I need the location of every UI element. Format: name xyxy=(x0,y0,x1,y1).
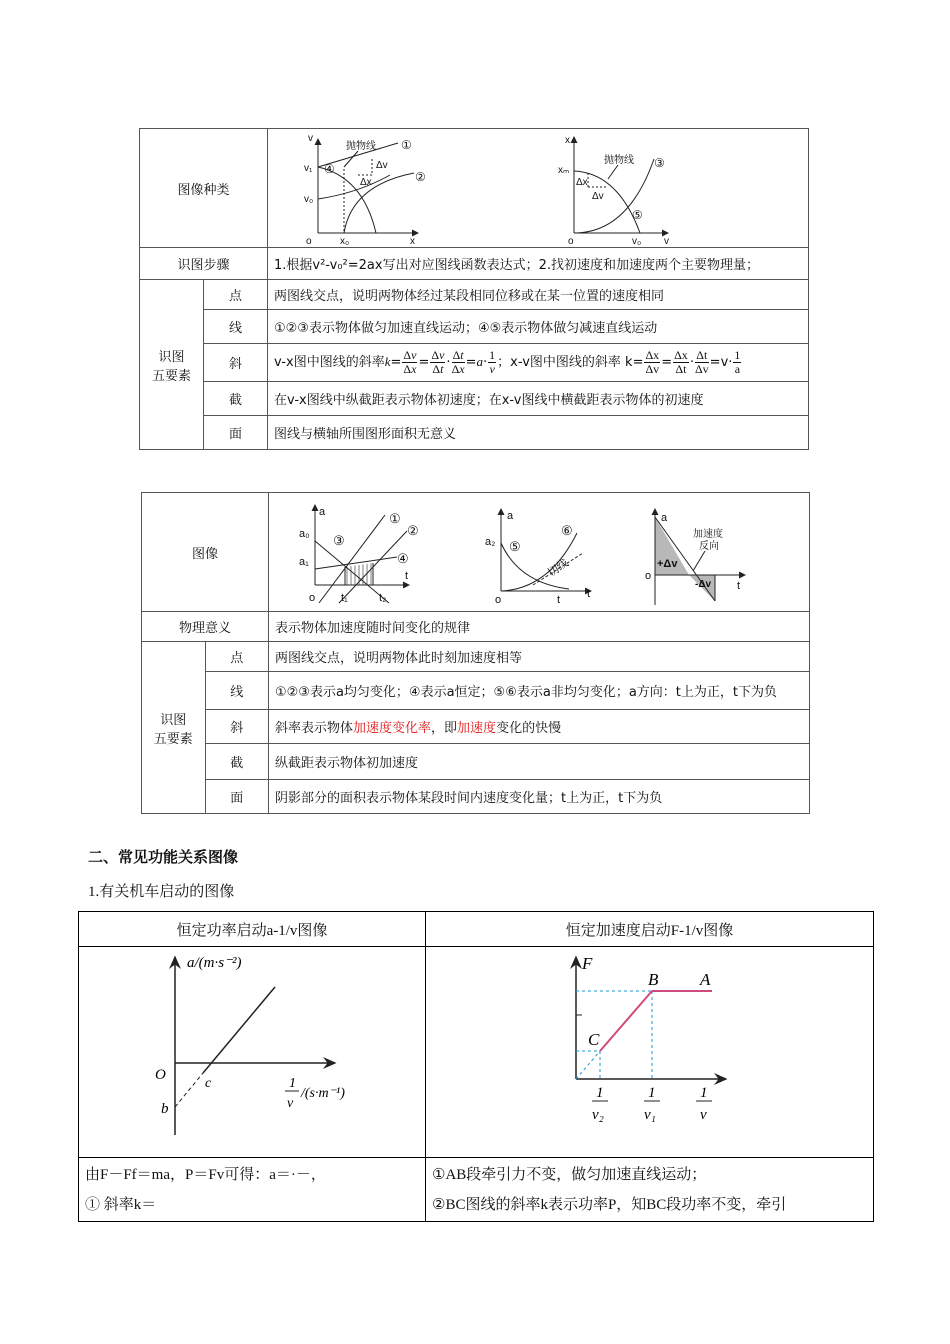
a0-label: a₀ xyxy=(299,528,310,540)
positive-area-label: +Δv xyxy=(657,558,678,570)
note-label: 加速度 xyxy=(693,529,723,540)
origin-label: o xyxy=(309,592,316,604)
element-name: 线 xyxy=(205,672,269,710)
element-text: 阴影部分的面积表示物体某段时间内速度变化量；t上为正，t下为负 xyxy=(269,780,810,814)
image-cell xyxy=(269,493,810,612)
axis-label: x xyxy=(565,135,570,146)
origin-label: o xyxy=(306,236,312,247)
formula: $\frac{\Delta x}{\Delta t}$ xyxy=(674,348,688,376)
curve-label: ④ xyxy=(324,162,335,176)
element-name: 截 xyxy=(205,744,269,780)
dx-label: Δx xyxy=(360,177,372,188)
curve-label: ② xyxy=(415,170,426,184)
element-name: 面 xyxy=(204,416,268,450)
axis-label: a xyxy=(507,510,514,522)
axis-label: a xyxy=(661,512,668,524)
bottom-left-line1: 由F－Ff＝ma，P＝Fv可得：a＝·－， xyxy=(85,1167,326,1183)
a-t-linear-graph xyxy=(299,505,419,604)
highlight-text: 加速度变化率 xyxy=(353,721,432,736)
axis-label: t xyxy=(587,588,591,600)
element-text: v-x图中图线的斜率k= $\frac{\Delta v}{\Delta x}$ = $\frac{\Delta v}{\Delta t}$ · $\frac{\Delta t}{\Delta x}$ =a· $\frac{1}{v}$ ；x-v图中图线的斜率 k= $\frac{\Delta x}{\Delta v}$ = $\frac{\Delta x}{\Delta t}$ · $\frac{\Delta t}{\Delta v}$ =v· $\frac{1}{a}$ xyxy=(268,344,809,382)
highlight-text: 加速度 xyxy=(457,721,497,736)
bottom-left-cell xyxy=(79,1158,426,1222)
element-name: 斜 xyxy=(205,710,269,744)
header-right: 恒定加速度启动F-1/v图像 xyxy=(426,912,874,947)
element-text: 纵截距表示物体初加速度 xyxy=(269,744,810,780)
slope-text-a: v-x图中图线的斜率 xyxy=(274,355,385,370)
at-graph-table xyxy=(141,492,810,814)
y-axis-label: F xyxy=(582,954,593,973)
a1-label: a₁ xyxy=(299,556,309,568)
bottom-left-line2: ① 斜率k＝ xyxy=(85,1197,157,1213)
v0-label: v₀ xyxy=(304,194,314,205)
left-graph-cell xyxy=(79,947,426,1158)
svg-text:v: v xyxy=(287,1096,294,1111)
axis-label: t xyxy=(405,570,409,582)
t-label: t xyxy=(557,594,561,606)
svg-text:1: 1 xyxy=(648,1085,656,1101)
element-text: 在v-x图线中纵截距表示物体初速度；在x-v图线中横截距表示物体的初速度 xyxy=(268,382,809,416)
origin-label: o xyxy=(568,236,574,247)
element-text: 两图线交点，说明两物体此时刻加速度相等 xyxy=(269,642,810,672)
a2-label: a₂ xyxy=(485,536,496,548)
image-type-cell xyxy=(268,129,809,248)
subsection-heading: 1.有关机车启动的图像 xyxy=(88,884,235,900)
section-heading: 二、常见功能关系图像 xyxy=(88,848,239,866)
xm-label: xₘ xyxy=(558,165,570,176)
five-label-line2: 五要素 xyxy=(151,368,191,384)
a-t-area-graph xyxy=(645,509,745,605)
element-name: 线 xyxy=(204,310,268,344)
slope-text-a: 斜率表示物体 xyxy=(275,721,354,736)
curve-label: ③ xyxy=(333,533,345,548)
c-label: c xyxy=(205,1076,212,1091)
element-text: ①②③表示a均匀变化；④表示a恒定；⑤⑥表示a非均匀变化；a方向：t上为正，t下为负 xyxy=(269,672,810,710)
formula: $\frac{\Delta v}{\Delta t}$ xyxy=(431,348,445,376)
five-label-line1: 识图 xyxy=(160,712,187,728)
header-left: 恒定功率启动a-1/v图像 xyxy=(79,912,426,947)
point-label: B xyxy=(648,970,659,989)
element-name: 点 xyxy=(205,642,269,672)
tick-label: v₂ xyxy=(592,1107,604,1123)
parabola-label: 抛物线 xyxy=(604,155,634,166)
t1-label: t₁ xyxy=(341,592,348,604)
element-name: 截 xyxy=(204,382,268,416)
element-text: 两图线交点，说明两物体经过某段相同位移或在某一位置的速度相同 xyxy=(268,280,809,310)
curve-label: ④ xyxy=(397,551,409,566)
svg-text:1: 1 xyxy=(289,1076,296,1091)
curve-label: ⑤ xyxy=(509,539,521,554)
axis-label: t xyxy=(737,580,741,592)
axis-label: v xyxy=(308,133,313,144)
v1-label: v₁ xyxy=(304,163,313,174)
formula: $\frac{\Delta t}{\Delta x}$ xyxy=(451,348,465,376)
bottom-right-line1: ①AB段牵引力不变，做匀加速直线运动； xyxy=(432,1167,707,1183)
a-t-curve-graph xyxy=(485,509,591,606)
five-label-line1: 识图 xyxy=(158,349,185,365)
axis-label: v xyxy=(664,236,669,247)
parabola-label: 抛物线 xyxy=(346,141,376,152)
dv-label: Δv xyxy=(376,160,388,171)
t2-label: t₂ xyxy=(379,592,387,604)
steps-text: 1.根据v²-v₀²=2ax写出对应图线函数表达式；2.找初速度和加速度两个主要物理量； xyxy=(268,248,809,280)
svg-text:1: 1 xyxy=(596,1085,604,1101)
at-graphs xyxy=(269,493,809,611)
v0-label: v₀ xyxy=(632,236,642,247)
F-inv-v-graph xyxy=(426,947,873,1157)
five-elements-label xyxy=(140,280,204,450)
formula: $\frac{\Delta t}{\Delta v}$ xyxy=(694,348,709,376)
five-label-line2: 五要素 xyxy=(153,731,193,747)
element-name: 点 xyxy=(204,280,268,310)
axis-label: x xyxy=(410,236,415,247)
origin-label: o xyxy=(495,594,502,606)
curve-label: ② xyxy=(407,523,419,538)
formula: $\frac{\Delta v}{\Delta x}$ xyxy=(403,348,417,376)
curve-label: ⑥ xyxy=(561,523,573,538)
b-label: b xyxy=(161,1101,169,1117)
five-elements-label xyxy=(142,642,206,814)
bottom-right-cell xyxy=(426,1158,874,1222)
a-inv-v-graph xyxy=(79,947,425,1157)
curve-label: ⑤ xyxy=(632,208,643,222)
x0-label: x₀ xyxy=(340,236,350,247)
v-x-graph xyxy=(304,133,426,247)
tick-label: v₁ xyxy=(644,1107,656,1123)
right-graph-cell xyxy=(426,947,874,1158)
meaning-label: 物理意义 xyxy=(142,612,269,642)
dx-label: Δx xyxy=(576,177,588,188)
point-label: C xyxy=(588,1030,600,1049)
negative-area-label: -Δv xyxy=(695,579,712,590)
element-text: ①②③表示物体做匀加速直线运动；④⑤表示物体做匀减速直线运动 xyxy=(268,310,809,344)
curve-label: ③ xyxy=(654,156,665,170)
image-label: 图像 xyxy=(142,493,269,612)
element-text: 图线与横轴所围图形面积无意义 xyxy=(268,416,809,450)
element-text xyxy=(269,710,810,744)
image-type-label: 图像种类 xyxy=(140,129,268,248)
x-axis-unit: /(s·m⁻¹) xyxy=(301,1086,345,1101)
svg-text:1: 1 xyxy=(700,1085,708,1101)
vx-graph-table xyxy=(139,128,809,450)
slope-text-b: ；x-v图中图线的斜率 xyxy=(497,355,621,370)
vx-graphs xyxy=(268,129,808,247)
slope-text-b: ，即 xyxy=(431,721,458,736)
formula: $\frac{\Delta x}{\Delta v}$ xyxy=(645,348,660,376)
meaning-text: 表示物体加速度随时间变化的规律 xyxy=(269,612,810,642)
origin-label: o xyxy=(645,570,652,582)
bottom-right-line2: ②BC图线的斜率k表示功率P，知BC段功率不变，牵引 xyxy=(432,1197,787,1213)
x-v-graph xyxy=(558,135,669,247)
note-label: 反向 xyxy=(699,541,719,552)
element-name: 面 xyxy=(205,780,269,814)
formula: $\frac{1}{v}$ xyxy=(489,348,496,376)
slope-text-c: 变化的快慢 xyxy=(496,721,562,736)
axis-label: a xyxy=(319,506,326,518)
curve-label: ① xyxy=(401,138,412,152)
element-name: 斜 xyxy=(204,344,268,382)
point-label: A xyxy=(700,970,711,989)
y-axis-label: a/(m·s⁻²) xyxy=(187,955,242,971)
formula: $\frac{1}{a}$ xyxy=(734,348,741,376)
tick-label: v xyxy=(700,1107,707,1123)
steps-label: 识图步骤 xyxy=(140,248,268,280)
curve-label: ① xyxy=(389,511,401,526)
origin-label: O xyxy=(155,1067,166,1083)
dv-label: Δv xyxy=(592,191,604,202)
tangent-label: 切线 xyxy=(545,557,571,580)
locomotive-start-table xyxy=(78,911,874,1222)
